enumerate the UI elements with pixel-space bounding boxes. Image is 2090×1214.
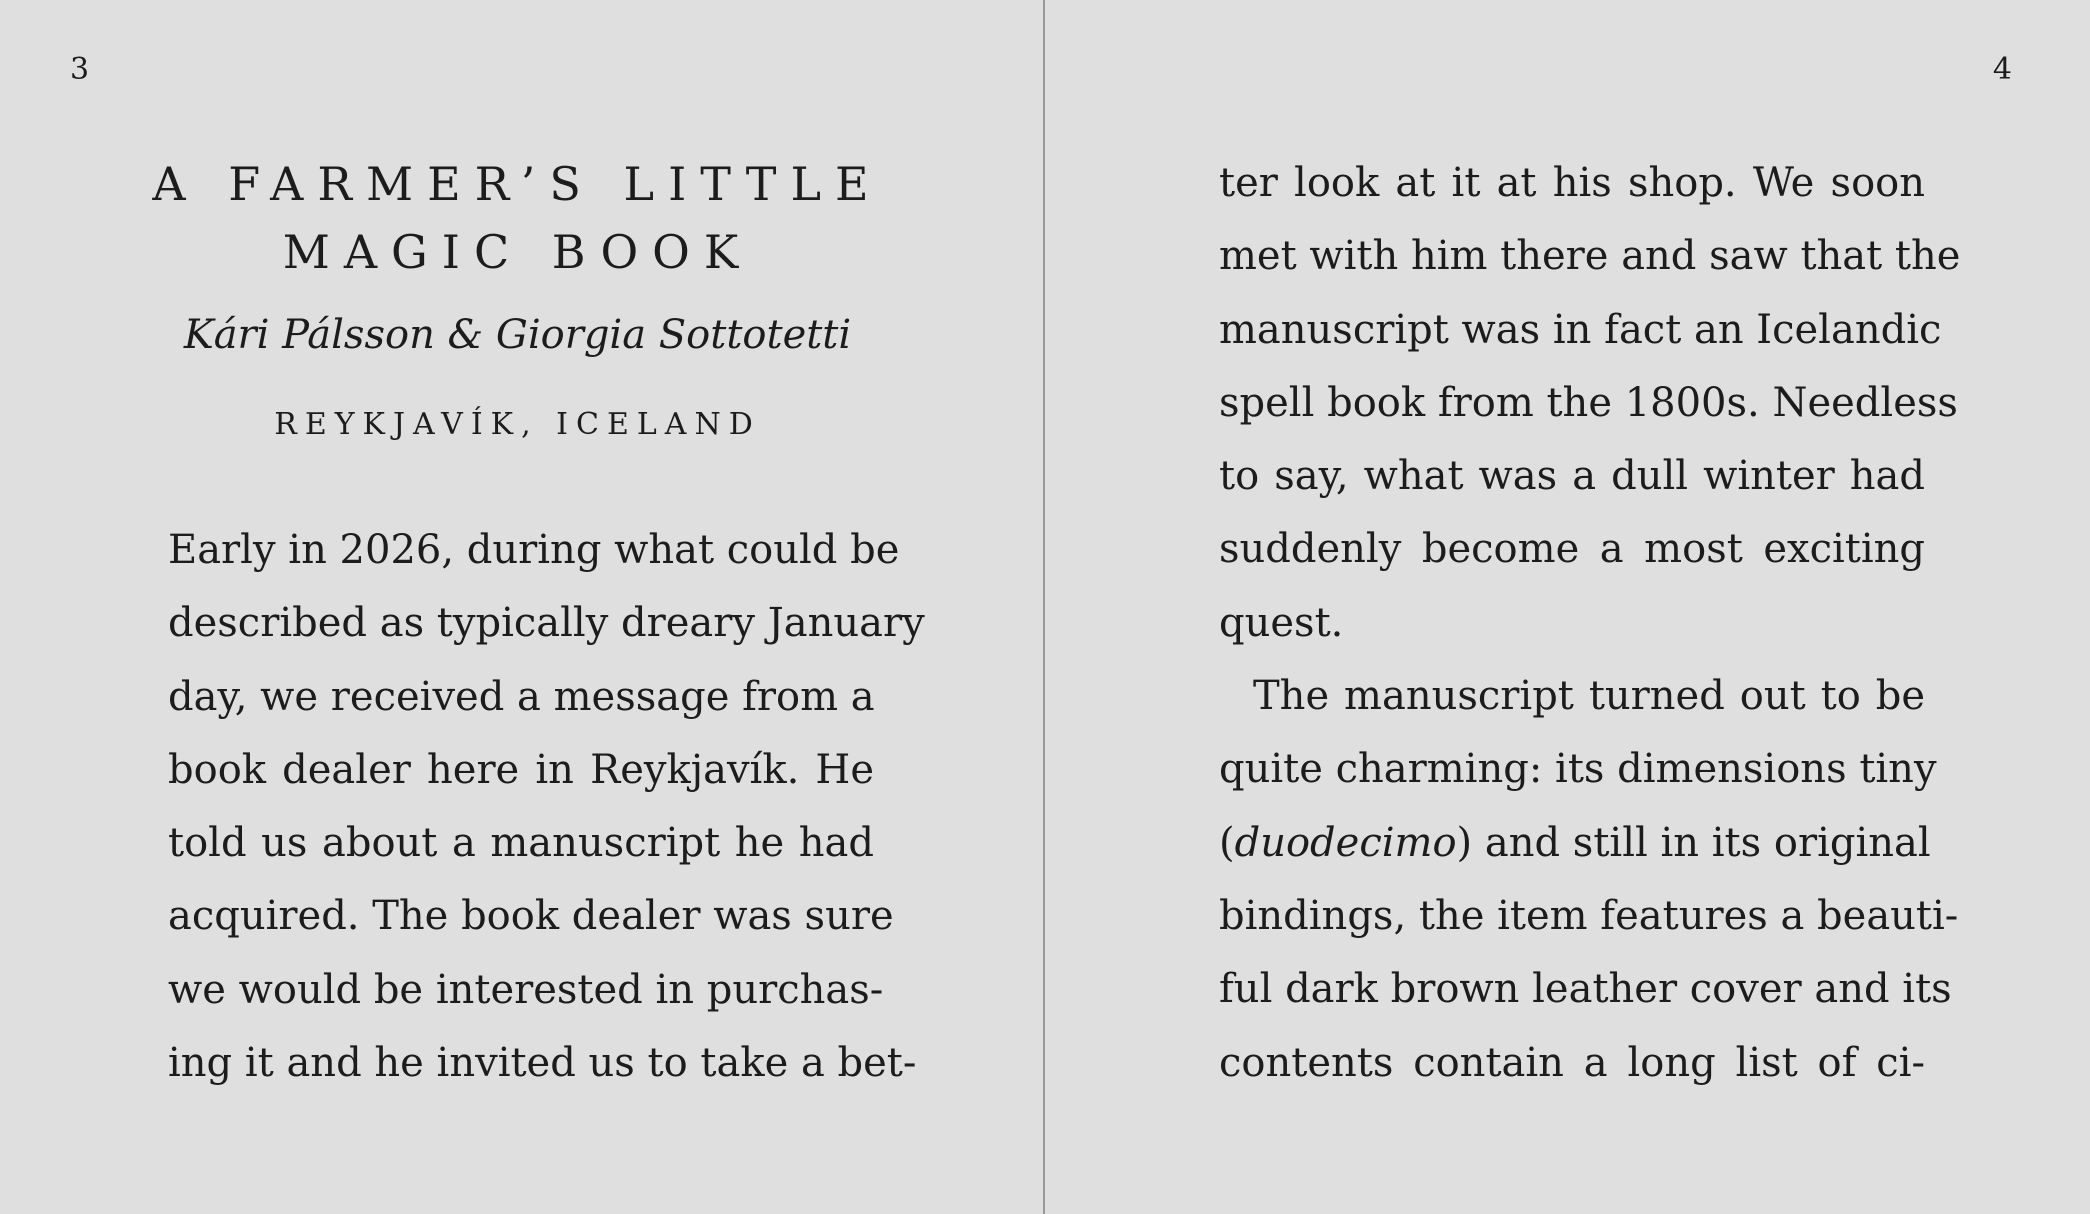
chapter-title-line-1: A FARMER’S LITTLE: [152, 157, 883, 211]
body-line: to say, what was a dull winter had: [1219, 453, 1925, 500]
body-line: book dealer here in Reykjavík. He: [168, 746, 874, 793]
page-number-right: 4: [1992, 52, 2012, 87]
chapter-authors: Kári Pálsson & Giorgia Sottotetti: [183, 312, 852, 358]
body-line: spell book from the 1800s. Needless: [1219, 379, 1958, 426]
line-remainder: ) and still in its original: [1456, 819, 1931, 866]
chapter-location: REYKJAVÍK, ICELAND: [274, 407, 761, 442]
body-line: quest.: [1219, 599, 1344, 646]
body-line: acquired. The book dealer was sure: [168, 893, 894, 940]
body-line: quite charming: its dimensions tiny: [1219, 746, 1937, 793]
body-line: ing it and he invited us to take a bet-: [168, 1040, 917, 1087]
italic-term: duodecimo: [1234, 819, 1457, 866]
right-body-text: [1219, 147, 1961, 1100]
body-line: we would be interested in purchas-: [168, 966, 884, 1013]
body-line: day, we received a message from a: [168, 673, 875, 720]
body-line: ful dark brown leather cover and its: [1219, 966, 1952, 1013]
body-line: contents contain a long list of ci-: [1219, 1039, 1925, 1086]
body-line: manuscript was in fact an Icelandic: [1219, 306, 1942, 353]
chapter-title-line-2: MAGIC BOOK: [282, 225, 753, 279]
body-line-with-italic: [1219, 807, 1931, 880]
paren-open: (: [1219, 819, 1235, 866]
body-line: The manuscript turned out to be: [1253, 673, 1925, 720]
body-line: met with him there and saw that the: [1219, 233, 1961, 280]
body-line: bindings, the item features a beauti-: [1219, 892, 1959, 939]
body-line: suddenly become a most exciting: [1219, 526, 1925, 573]
left-page: [0, 0, 1044, 1214]
left-body-text: [168, 514, 925, 1100]
body-line: told us about a manuscript he had: [168, 820, 874, 867]
page-number-left: 3: [70, 52, 90, 87]
chapter-title: [150, 150, 885, 286]
body-line: Early in 2026, during what could be: [168, 527, 900, 573]
body-line: described as typically dreary January: [168, 600, 925, 647]
right-page: [1046, 0, 2090, 1214]
body-line: ter look at it at his shop. We soon: [1219, 160, 1925, 206]
page-gutter-divider: [1043, 0, 1045, 1214]
